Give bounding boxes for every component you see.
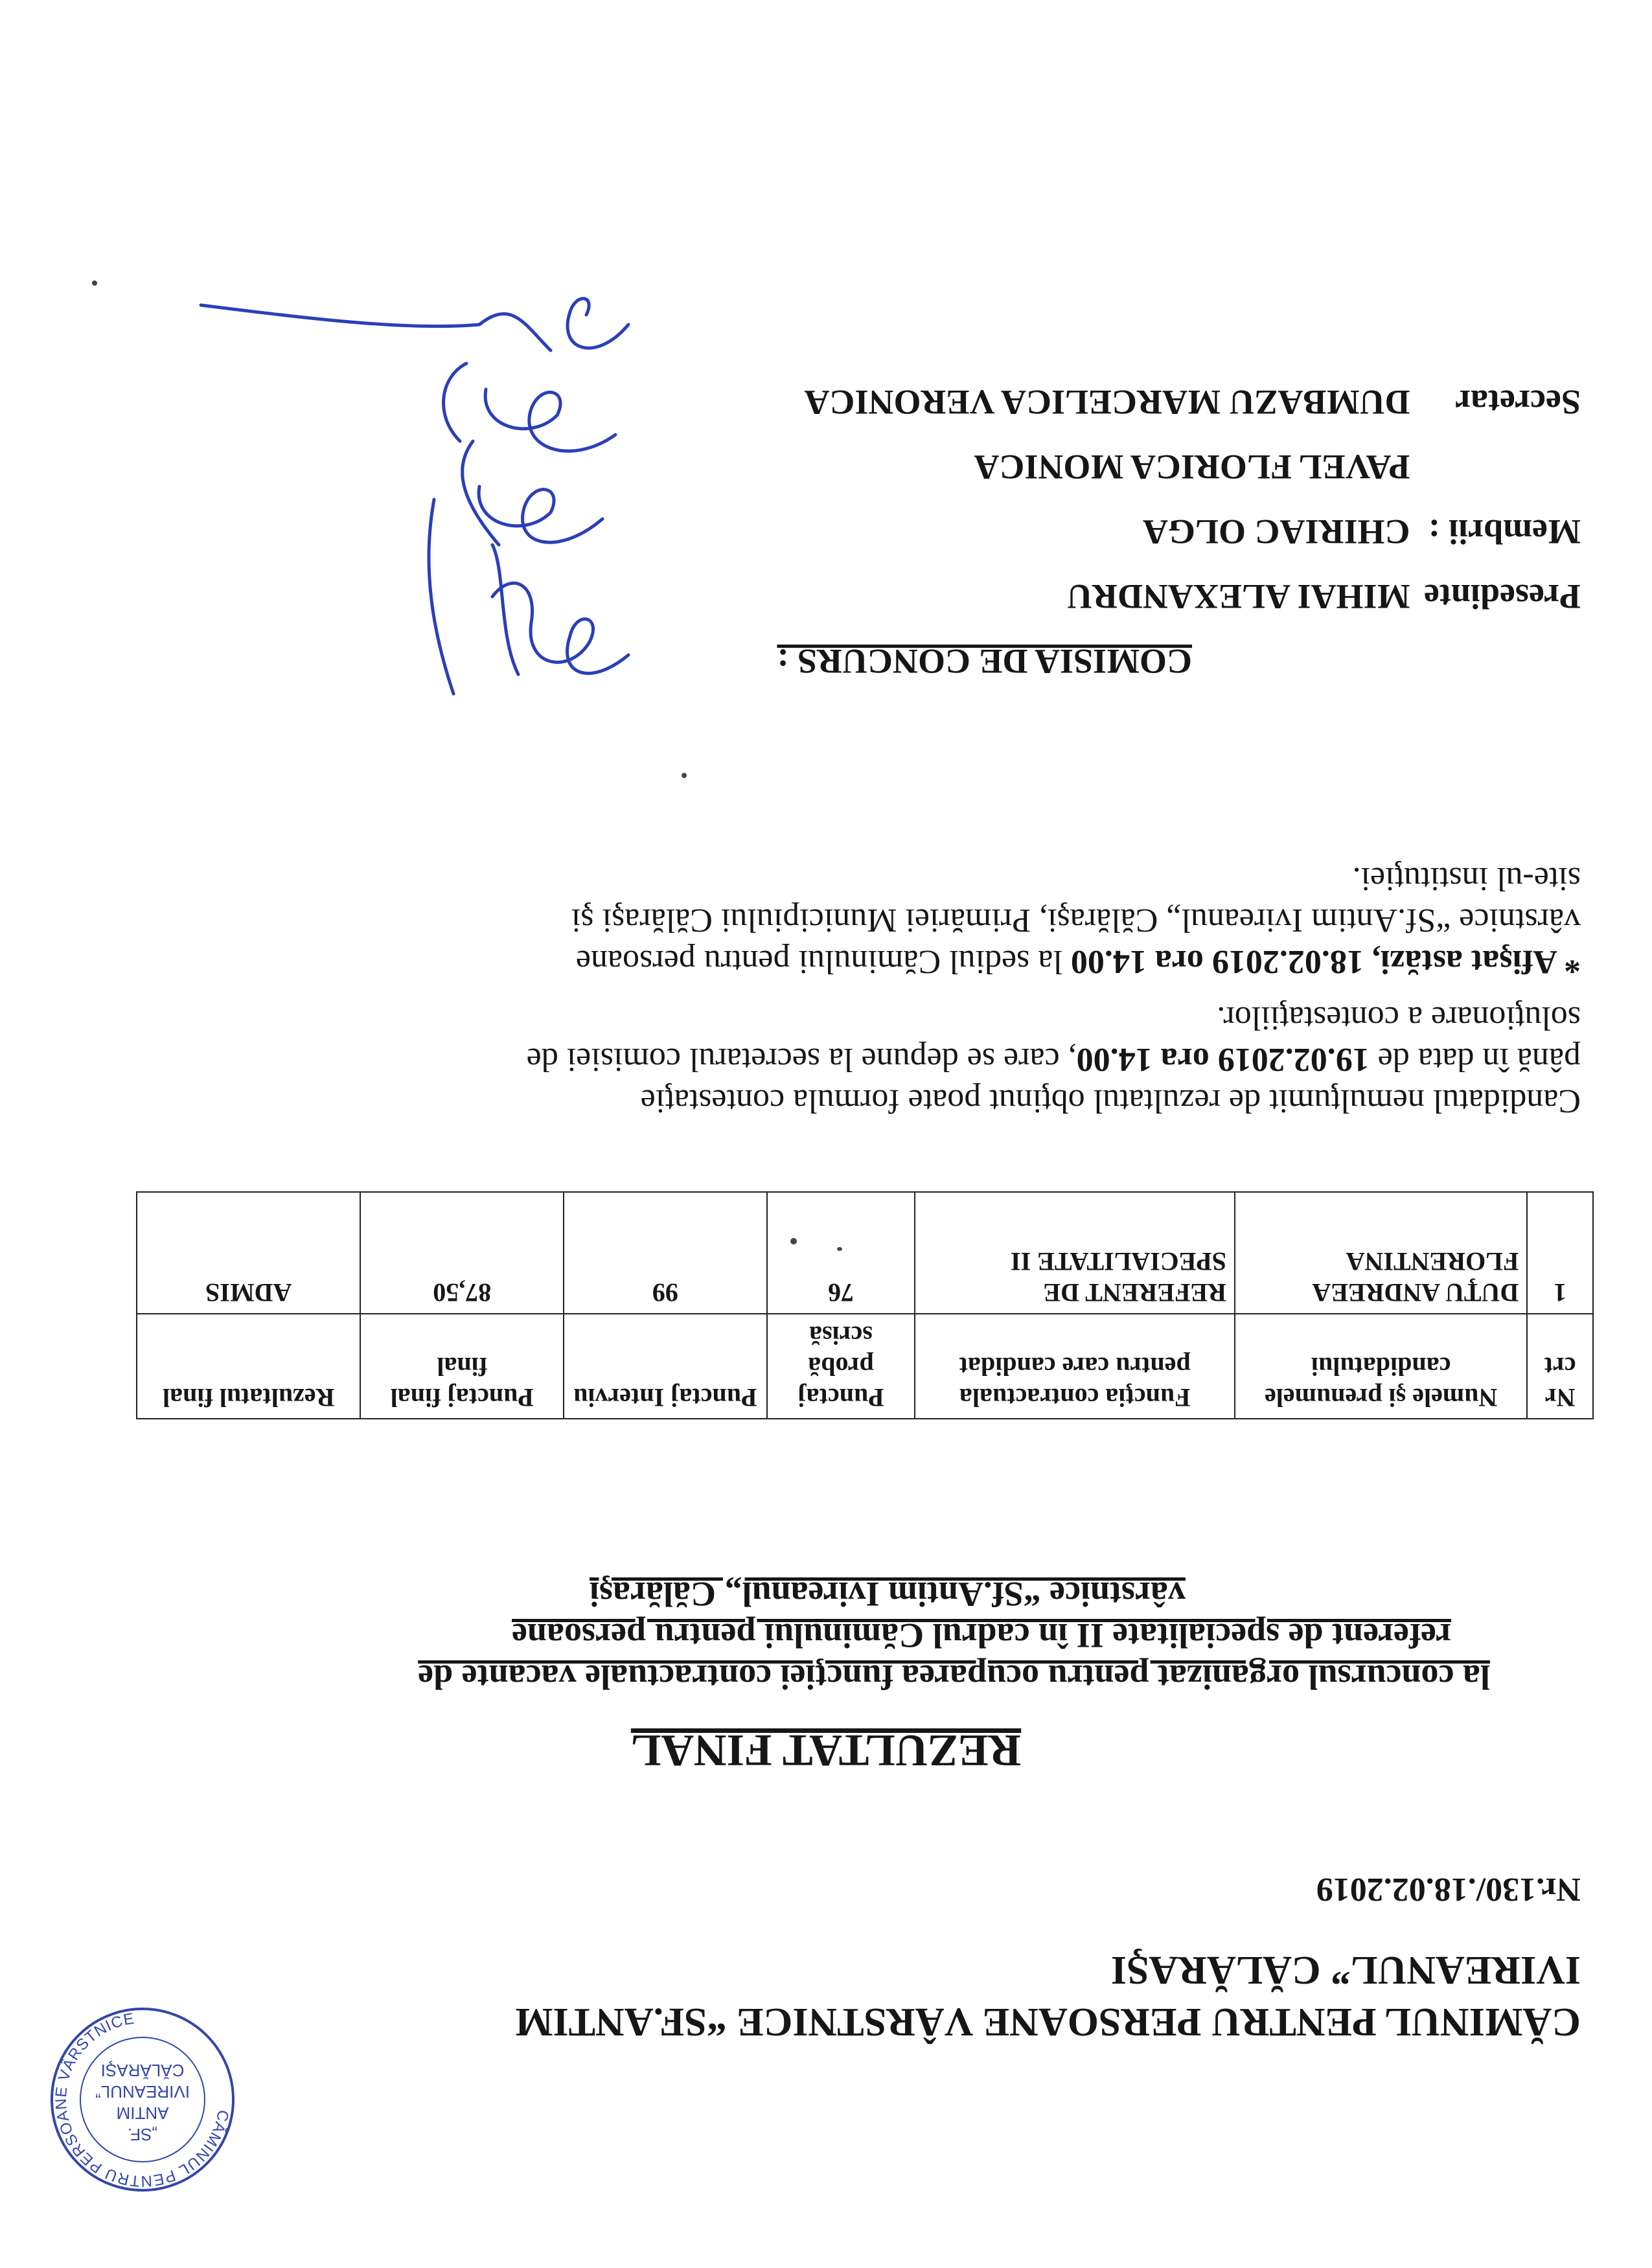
cell-name: DUŢU ANDREEA FLORENTINA [1235,1192,1527,1314]
member-2-name: PAVEL FLORICA MONICA [974,448,1410,487]
posted-paragraph [207,858,1581,982]
stamp-inner-line1: „SF. [127,2125,158,2144]
commission-block [544,370,1581,694]
contest-subject [130,1574,1490,1698]
posted-date: * Afişat astăzi, 18.02.2019 ora 14.00 [1070,943,1581,980]
members-label: Membrii : [1428,512,1581,551]
commission-members [544,499,1581,564]
cell-final-score: 87,50 [360,1192,564,1314]
posted-line3: site-ul instituţiei. [1352,860,1581,897]
scan-speck [790,1238,797,1244]
col-header-result: Rezultatul final [137,1314,360,1419]
cell-function: REFERENT DE SPECIALITATE II [915,1192,1235,1314]
official-round-stamp [45,2002,240,2197]
document-number: Nr.130/.18.02.2019 [1316,1871,1581,1908]
secretary-name: DUMBAZU MARCELICA VERONICA [804,383,1410,422]
col-header-function: Funcţia contractuala pentru care candidat [915,1314,1235,1419]
results-table [136,1191,1594,1419]
president-name: MIHAI ALEXANDRU [1066,577,1410,616]
col-header-name: Numele şi prenumele candidatului [1235,1314,1527,1419]
signature-stroke-extra [429,499,453,694]
contest-line2: până în data de 19.02.2019 ora 14.00, care se depune la secretarul comisiei de [526,1041,1581,1078]
subject-line1: la concursul organizat pentru ocuparea funcţiei contractuale vacante de [418,1658,1490,1697]
cell-interview: 99 [564,1192,767,1314]
col-header-interview: Punctaj Interviu [564,1314,767,1419]
col-header-written: Punctaj probă scrisă [767,1314,915,1419]
stamp-inner-line2: ANTIM [116,2103,169,2123]
institution-header [350,1944,1581,2048]
commission-member-2 [544,435,1581,499]
subject-line2: referent de specialitate II în cadrul Căminului pentru persoane [512,1616,1451,1655]
subject-line3: vârstnice “Sf.Antim Ivireanul„ Călăraşi [590,1575,1186,1614]
commission-secretary [544,370,1581,435]
signature-member-2 [444,363,615,451]
cell-written: 76 [767,1192,915,1314]
president-label: Presedinte [1424,577,1581,616]
col-header-nr: Nr crt [1527,1314,1593,1419]
contest-paragraph [207,997,1581,1121]
stamp-inner-line3: IVIREANUL” [95,2082,190,2102]
scan-speck [92,281,97,286]
secretary-label: Secretar [1455,383,1581,422]
col-header-final-score: Punctaj final final [360,1314,564,1419]
scan-speck [682,773,687,778]
commission-president [544,564,1581,629]
table-header-row [137,1314,1593,1419]
stamp-outer-text: CĂMINUL PENTRU PERSOANE VÂRSTNICE [52,2010,232,2190]
posted-line2: vârstnice “Sf.Antim Ivireanul„ Călăraşi, Primăriei Municipiului Călăraşi şi [571,902,1581,939]
handwritten-signatures [149,273,667,713]
scan-speck [837,1247,842,1251]
cell-nr: 1 [1527,1192,1593,1314]
contest-line3: soluţionare a contestaţiilor. [1217,1000,1581,1037]
signature-secretary [201,299,628,350]
commission-title: COMISIA DE CONCURS : [777,642,1192,681]
document-title: REZULTAT FINAL [630,1725,1022,1775]
contest-line1: Candidatul nemulţumit de rezultatul obţinut poate formula contestaţie [640,1082,1581,1119]
cell-result: ADMIS [137,1192,360,1314]
posted-line1: * Afişat astăzi, 18.02.2019 ora 14.00 la sediul Căminului pentru persoane [575,943,1581,980]
institution-line2: IVIREANUL” CĂLĂRAŞI [1110,1948,1581,1992]
stamp-inner-line4: CĂLĂRAŞI [100,2061,185,2080]
signature-president [492,545,628,674]
contest-deadline: 19.02.2019 ora 14.00 [1076,1041,1370,1078]
signature-member-1 [463,441,602,545]
table-row [137,1192,1593,1314]
institution-line1: CĂMINUL PENTRU PERSOANE VÂRSTNICE “SF.ANTIM [515,2000,1581,2044]
member-1-name: CHIRIAC OLGA [1142,512,1410,551]
